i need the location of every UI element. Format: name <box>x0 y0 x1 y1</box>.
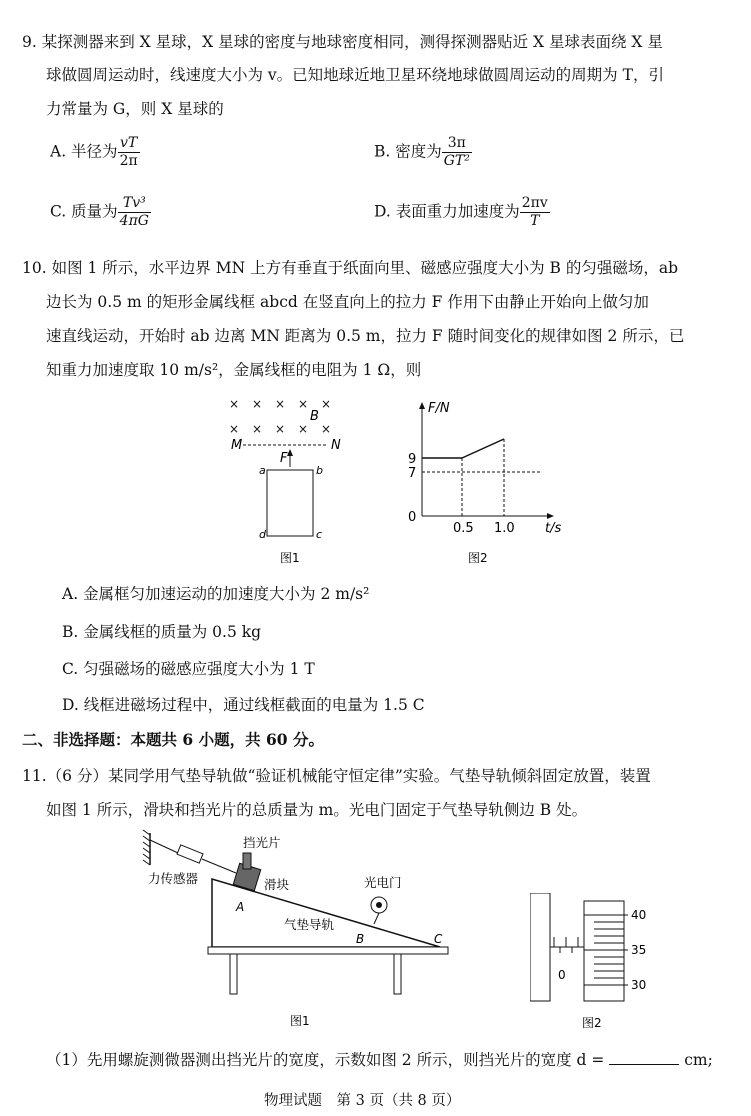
q9-d-den: T <box>530 213 540 229</box>
scale-35-label: 35 <box>631 943 647 957</box>
q9-option-a-fraction <box>118 135 140 170</box>
table-top <box>208 947 448 954</box>
q11-sub1-unit: cm; <box>684 1051 713 1069</box>
table-leg-left <box>230 954 237 994</box>
micrometer-frame <box>530 893 550 1001</box>
answer-blank-d[interactable] <box>609 1050 679 1065</box>
wall-hatching <box>143 830 150 865</box>
q10-fig2-caption: 图2 <box>468 551 488 565</box>
field-x-mark: × <box>298 422 309 436</box>
q9-option-b-fraction <box>442 135 472 170</box>
q9-option-b <box>374 135 472 170</box>
photogate-mount <box>374 913 379 924</box>
section-heading: 二、非选择题：本题共 6 小题，共 60 分。 <box>22 730 324 749</box>
corner-a-label: a <box>259 464 266 477</box>
corner-b-label: b <box>316 464 323 477</box>
f-axis-label: F/N <box>428 401 450 416</box>
q11-fig2-caption: 图2 <box>582 1016 602 1030</box>
slider-label: 滑块 <box>264 877 290 892</box>
scale-30-label: 30 <box>631 978 647 992</box>
shutter-plate <box>243 853 251 869</box>
scale-40-label: 40 <box>631 908 647 922</box>
q9-option-c-fraction <box>118 195 151 230</box>
q9-d-num: 2πv <box>521 195 548 211</box>
boundary-n-label: N <box>331 438 341 453</box>
q11-sub1-text: （1）先用螺旋测微器测出挡光片的宽度，示数如图 2 所示，则挡光片的宽度 d = <box>46 1051 605 1069</box>
sleeve-zero-label: 0 <box>558 968 566 982</box>
q9-option-a-prefix: A. 半径为 <box>50 142 118 161</box>
point-a-label: A <box>236 900 245 914</box>
q9-b-den: GT² <box>443 153 470 169</box>
t-axis-arrow <box>547 513 554 519</box>
q9-stem-line2: 球做圆周运动时，线速度大小为 v。已知地球近地卫星环绕地球做圆周运动的周期为 T，引 <box>46 66 664 84</box>
force-sensor <box>177 845 203 863</box>
field-x-mark: × <box>229 397 240 411</box>
force-segment-2 <box>462 439 504 458</box>
field-x-mark: × <box>321 397 332 411</box>
q9-option-d-prefix: D. 表面重力加速度为 <box>374 202 520 221</box>
f-axis-arrow <box>419 402 425 409</box>
q10-stem-line3: 速直线运动，开始时 ab 边离 MN 距离为 0.5 m，拉力 F 随时间变化的规律如图 2 所示，已 <box>46 327 685 345</box>
field-b-label: B <box>310 409 319 424</box>
field-x-mark: × <box>252 397 263 411</box>
q10-stem-line1: 10. 如图 1 所示，水平边界 MN 上方有垂直于纸面向里、磁感应强度大小为 B 的匀强磁场，ab <box>22 259 678 277</box>
photogate-label: 光电门 <box>364 875 402 890</box>
q10-stem-line2: 边长为 0.5 m 的矩形金属线框 abcd 在竖直向上的拉力 F 作用下由静止开始向上做匀加 <box>46 293 649 311</box>
corner-d-label: d <box>259 528 266 541</box>
tick-10-label: 1.0 <box>494 521 515 536</box>
q10-option-c: C. 匀强磁场的磁感应强度大小为 1 T <box>62 660 315 678</box>
field-x-mark: × <box>252 422 263 436</box>
corner-c-label: c <box>316 528 323 541</box>
wire-frame-abcd <box>267 470 313 536</box>
sleeve-scale <box>554 937 578 953</box>
photogate-center <box>376 902 382 908</box>
table-leg-right <box>394 954 401 994</box>
thimble <box>584 901 624 1001</box>
q9-option-d-fraction <box>520 195 550 230</box>
q11-sub1 <box>46 1048 713 1070</box>
q10-option-a: A. 金属框匀加速运动的加速度大小为 2 m/s² <box>62 585 370 603</box>
q9-stem-line1: 9. 某探测器来到 X 星球，X 星球的密度与地球密度相同，测得探测器贴近 X 星球表面绕 X 星 <box>22 33 663 51</box>
q9-option-b-prefix: B. 密度为 <box>374 142 442 161</box>
q9-option-c <box>50 195 151 230</box>
q9-a-den: 2π <box>119 153 138 169</box>
q9-a-num: vT <box>118 135 140 153</box>
field-x-mark: × <box>275 422 286 436</box>
field-x-mark: × <box>298 397 309 411</box>
field-x-mark: × <box>229 422 240 436</box>
q10-option-b: B. 金属线框的质量为 0.5 kg <box>62 623 262 641</box>
force-arrow-head <box>287 449 293 456</box>
point-b-label: B <box>356 932 365 946</box>
q10-fig1-caption: 图1 <box>280 551 300 565</box>
q11-figure2-micrometer <box>530 893 680 1035</box>
tick-05-label: 0.5 <box>453 521 474 536</box>
q10-figure2 <box>400 392 570 567</box>
origin-label: 0 <box>408 510 417 525</box>
point-c-label: C <box>434 932 443 946</box>
tick-9-label: 9 <box>408 452 417 467</box>
field-x-mark: × <box>275 397 286 411</box>
q9-c-num: Tv³ <box>118 195 151 213</box>
q11-stem-line1: 11.（6 分）某同学用气垫导轨做“验证机械能守恒定律”实验。气垫导轨倾斜固定放置，装置 <box>22 767 651 785</box>
field-x-mark: × <box>321 422 332 436</box>
q9-c-den: 4πG <box>119 213 149 229</box>
force-f-label: F <box>280 451 288 466</box>
force-sensor-label: 力传感器 <box>148 871 199 886</box>
t-axis-label: t/s <box>545 521 562 536</box>
q11-figure1 <box>140 825 470 1035</box>
boundary-m-label: M <box>231 438 243 453</box>
q9-option-a <box>50 135 140 170</box>
shutter-label: 挡光片 <box>243 835 281 850</box>
string-right <box>202 859 236 873</box>
tick-7-label: 7 <box>408 466 417 481</box>
string-left <box>150 840 178 853</box>
q10-figure1 <box>225 392 360 567</box>
air-track-label: 气垫导轨 <box>284 917 335 932</box>
q11-fig1-caption: 图1 <box>290 1014 310 1028</box>
q10-option-d: D. 线框进磁场过程中，通过线框截面的电量为 1.5 C <box>62 696 425 714</box>
q10-stem-line4: 知重力加速度取 10 m/s²，金属线框的电阻为 1 Ω，则 <box>46 361 422 379</box>
q9-stem-line3: 力常量为 G，则 X 星球的 <box>46 100 224 118</box>
q9-option-d <box>374 195 550 230</box>
page-footer: 物理试题 第 3 页（共 8 页） <box>264 1093 461 1109</box>
q11-stem-line2: 如图 1 所示，滑块和挡光片的总质量为 m。光电门固定于气垫导轨侧边 B 处。 <box>46 801 588 819</box>
q9-b-num: 3π <box>442 135 472 153</box>
air-track <box>212 879 440 947</box>
q9-option-c-prefix: C. 质量为 <box>50 202 118 221</box>
